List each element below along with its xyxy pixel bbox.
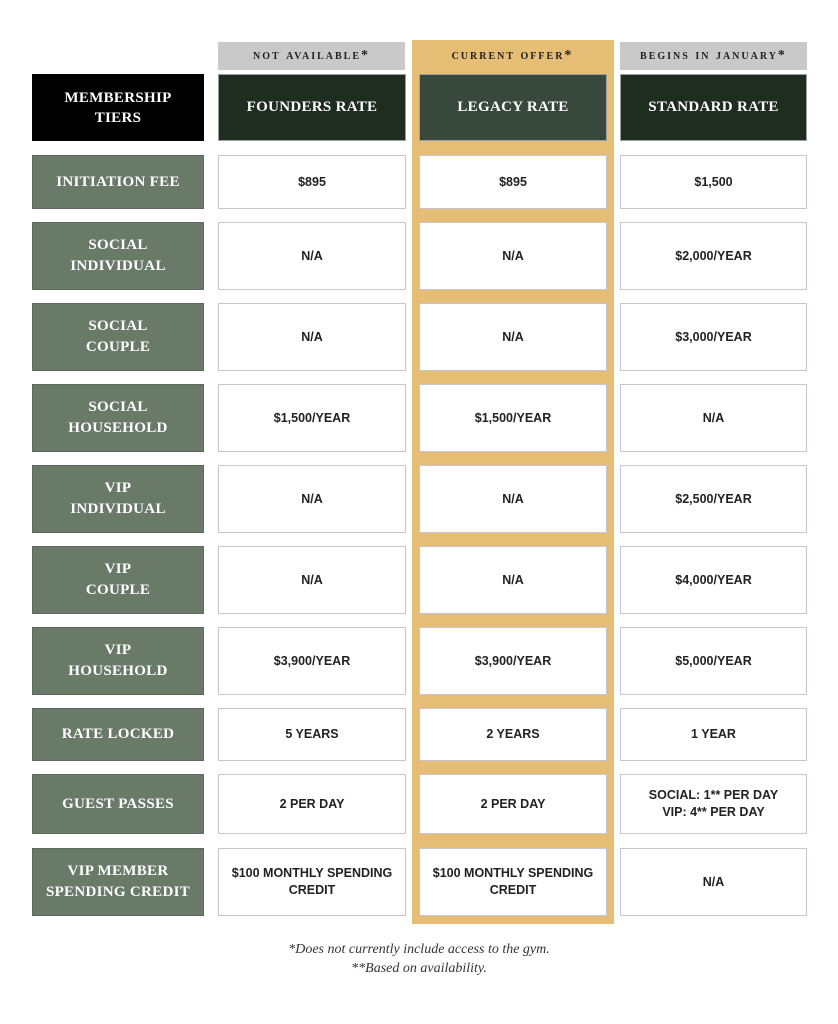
cell-legacy-vip-household: $3,900/YEAR bbox=[419, 627, 607, 695]
cell-founders-social-individual: N/A bbox=[218, 222, 406, 290]
row-label-rate-locked: RATE LOCKED bbox=[32, 708, 204, 761]
legacy-availability-tag: current offer* bbox=[451, 48, 574, 63]
cell-founders-vip-couple: N/A bbox=[218, 546, 406, 614]
cell-standard-vip-individual: $2,500/YEAR bbox=[620, 465, 807, 533]
cell-legacy-vip-individual: N/A bbox=[419, 465, 607, 533]
cell-standard-initiation-fee: $1,500 bbox=[620, 155, 807, 209]
cell-legacy-social-household: $1,500/YEAR bbox=[419, 384, 607, 452]
founders-availability-tag: not available* bbox=[218, 42, 405, 70]
cell-legacy-guest-passes: 2 PER DAY bbox=[419, 774, 607, 834]
cell-legacy-social-individual: N/A bbox=[419, 222, 607, 290]
cell-standard-social-couple: $3,000/YEAR bbox=[620, 303, 807, 371]
row-label-social-couple: SOCIAL COUPLE bbox=[32, 303, 204, 371]
row-label-social-household: SOCIAL HOUSEHOLD bbox=[32, 384, 204, 452]
footnote-availability: **Based on availability. bbox=[351, 961, 487, 976]
row-label-vip-spending-credit: VIP MEMBER SPENDING CREDIT bbox=[32, 848, 204, 916]
cell-founders-vip-spending-credit: $100 MONTHLY SPENDING CREDIT bbox=[218, 848, 406, 916]
row-label-initiation-fee: INITIATION FEE bbox=[32, 155, 204, 209]
cell-standard-vip-household: $5,000/YEAR bbox=[620, 627, 807, 695]
legacy-rate-header: LEGACY RATE bbox=[419, 74, 607, 141]
cell-founders-initiation-fee: $895 bbox=[218, 155, 406, 209]
cell-standard-vip-spending-credit: N/A bbox=[620, 848, 807, 916]
cell-standard-guest-passes: SOCIAL: 1** PER DAY VIP: 4** PER DAY bbox=[620, 774, 807, 834]
cell-founders-social-couple: N/A bbox=[218, 303, 406, 371]
cell-standard-social-individual: $2,000/YEAR bbox=[620, 222, 807, 290]
standard-availability-tag: begins in january* bbox=[620, 42, 807, 70]
cell-founders-vip-household: $3,900/YEAR bbox=[218, 627, 406, 695]
cell-founders-rate-locked: 5 YEARS bbox=[218, 708, 406, 761]
cell-legacy-social-couple: N/A bbox=[419, 303, 607, 371]
cell-legacy-vip-couple: N/A bbox=[419, 546, 607, 614]
footnote-gym: *Does not currently include access to the gym. bbox=[288, 942, 550, 957]
cell-founders-vip-individual: N/A bbox=[218, 465, 406, 533]
cell-standard-social-household: N/A bbox=[620, 384, 807, 452]
founders-rate-header: FOUNDERS RATE bbox=[218, 74, 406, 141]
row-label-vip-couple: VIP COUPLE bbox=[32, 546, 204, 614]
row-label-vip-individual: VIP INDIVIDUAL bbox=[32, 465, 204, 533]
cell-standard-vip-couple: $4,000/YEAR bbox=[620, 546, 807, 614]
row-label-vip-household: VIP HOUSEHOLD bbox=[32, 627, 204, 695]
cell-legacy-rate-locked: 2 YEARS bbox=[419, 708, 607, 761]
cell-legacy-initiation-fee: $895 bbox=[419, 155, 607, 209]
cell-founders-social-household: $1,500/YEAR bbox=[218, 384, 406, 452]
standard-rate-header: STANDARD RATE bbox=[620, 74, 807, 141]
row-label-social-individual: SOCIAL INDIVIDUAL bbox=[32, 222, 204, 290]
cell-legacy-vip-spending-credit: $100 MONTHLY SPENDING CREDIT bbox=[419, 848, 607, 916]
membership-tiers-header: MEMBERSHIP TIERS bbox=[32, 74, 204, 141]
cell-standard-rate-locked: 1 YEAR bbox=[620, 708, 807, 761]
cell-founders-guest-passes: 2 PER DAY bbox=[218, 774, 406, 834]
row-label-guest-passes: GUEST PASSES bbox=[32, 774, 204, 834]
